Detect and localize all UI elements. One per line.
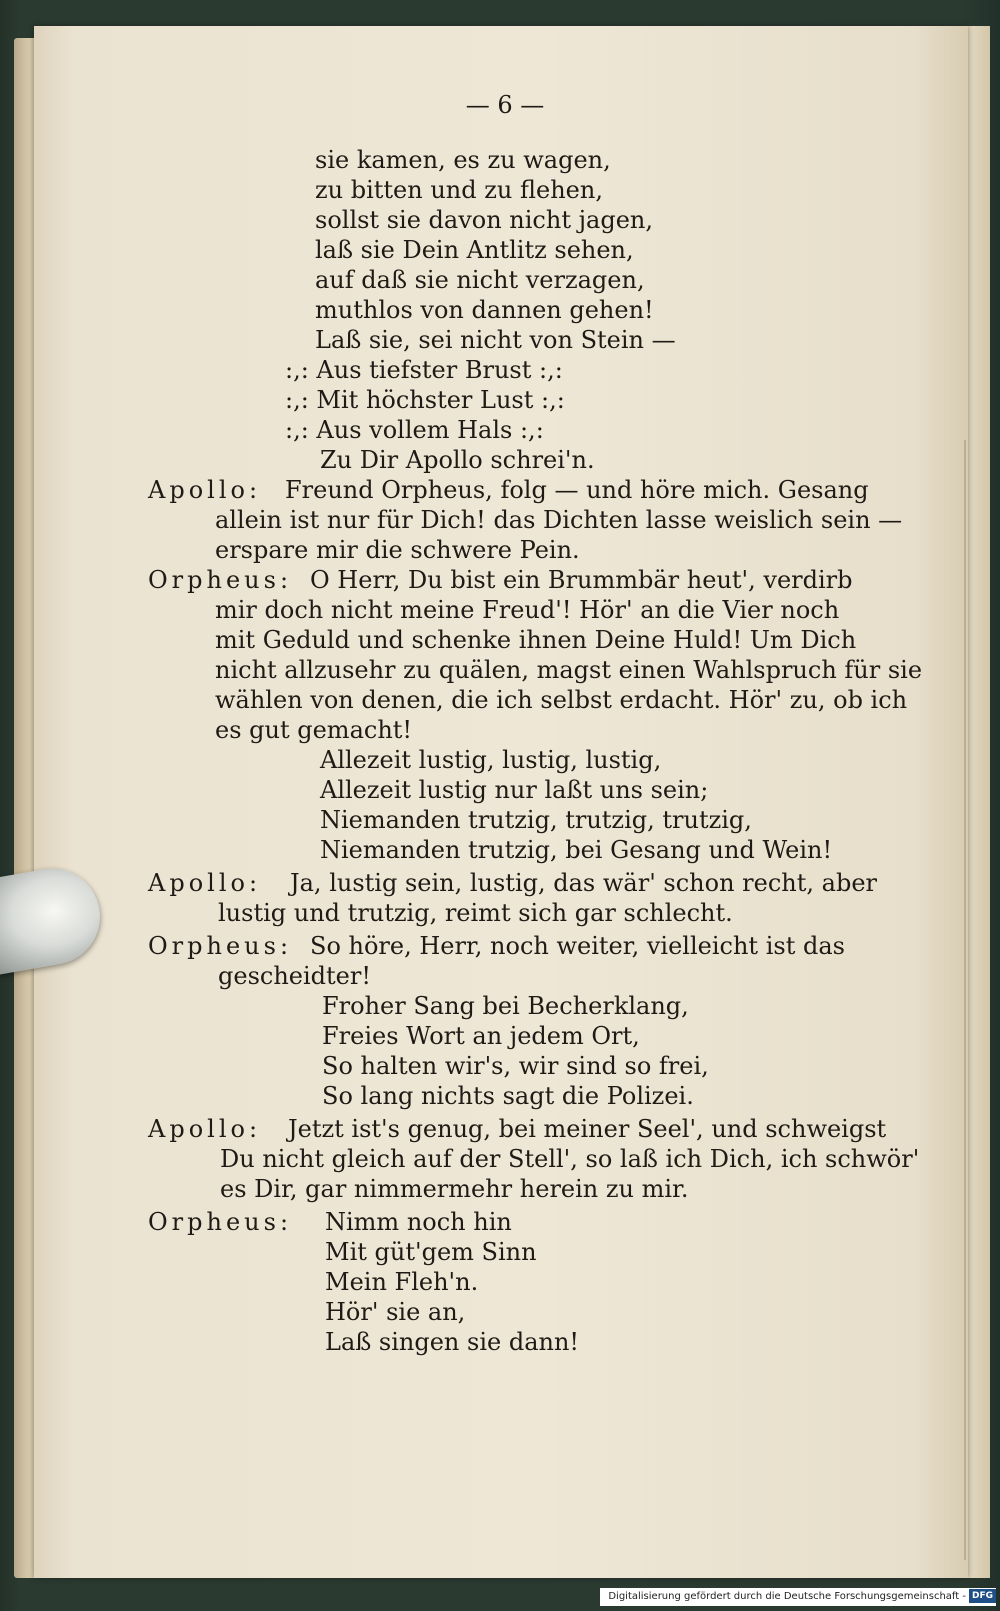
verse-line: auf daß sie nicht verzagen, [315, 266, 645, 294]
verse-line: So lang nichts sagt die Polizei. [322, 1082, 694, 1110]
speech-line: Freund Orpheus, folg — und höre mich. Gesang [285, 476, 869, 504]
speech-line: erspare mir die schwere Pein. [215, 536, 580, 564]
verse-line: Niemanden trutzig, bei Gesang und Wein! [320, 836, 833, 864]
verse-line: Mit güt'gem Sinn [325, 1238, 537, 1266]
verse-line: Zu Dir Apollo schrei'n. [320, 446, 595, 474]
speaker-apollo: Apollo: [148, 869, 262, 897]
verse-line: Laß sie, sei nicht von Stein — [315, 326, 676, 354]
verse-line: sollst sie davon nicht jagen, [315, 206, 654, 234]
verse-line: :,: Aus tiefster Brust :,: [285, 356, 563, 384]
verse-line: Hör' sie an, [325, 1298, 466, 1326]
speaker-apollo: Apollo: [148, 1115, 262, 1143]
verse-line: So halten wir's, wir sind so frei, [322, 1052, 709, 1080]
credit-text: Digitalisierung gefördert durch die Deutsche Forschungsgemeinschaft - [608, 1591, 966, 1602]
speech-line: wählen von denen, die ich selbst erdacht. Hör' zu, ob ich [215, 686, 908, 714]
verse-line: :,: Mit höchster Lust :,: [285, 386, 565, 414]
speech-line: allein ist nur für Dich! das Dichten lasse weislich sein — [215, 506, 903, 534]
speech-line: nicht allzusehr zu quälen, magst einen Wahlspruch für sie [215, 656, 923, 684]
verse-line: sie kamen, es zu wagen, [315, 146, 611, 174]
speech-line: So höre, Herr, noch weiter, vielleicht ist das [310, 932, 845, 960]
verse-line: Niemanden trutzig, trutzig, trutzig, [320, 806, 752, 834]
speaker-orpheus: Orpheus: [148, 932, 293, 960]
verse-line: laß sie Dein Antlitz sehen, [315, 236, 634, 264]
speech-line: gescheidter! [218, 962, 371, 990]
speaker-apollo: Apollo: [148, 476, 262, 504]
speaker-orpheus: Orpheus: [148, 1208, 293, 1236]
digitization-credit [600, 1588, 996, 1606]
verse-line: Allezeit lustig nur laßt uns sein; [320, 776, 709, 804]
verse-line: Freies Wort an jedem Ort, [322, 1022, 640, 1050]
verse-line: Laß singen sie dann! [325, 1328, 580, 1356]
speech-line: es Dir, gar nimmermehr herein zu mir. [220, 1175, 689, 1203]
speech-line: O Herr, Du bist ein Brummbär heut', verdirb [310, 566, 853, 594]
verse-line: Froher Sang bei Becherklang, [322, 992, 689, 1020]
speaker-orpheus: Orpheus: [148, 566, 293, 594]
speech-line: mit Geduld und schenke ihnen Deine Huld! Um Dich [215, 626, 857, 654]
speech-line: mir doch nicht meine Freud'! Hör' an die Vier noch [215, 596, 840, 624]
verse-line: muthlos von dannen gehen! [315, 296, 654, 324]
verse-line: Allezeit lustig, lustig, lustig, [320, 746, 662, 774]
speech-line: Ja, lustig sein, lustig, das wär' schon recht, aber [290, 869, 877, 897]
speech-line: Du nicht gleich auf der Stell', so laß ich Dich, ich schwör' [220, 1145, 920, 1173]
verse-line: Nimm noch hin [325, 1208, 512, 1236]
dfg-logo: DFG [969, 1589, 996, 1603]
speech-line: lustig und trutzig, reimt sich gar schlecht. [218, 899, 733, 927]
speech-line: Jetzt ist's genug, bei meiner Seel', und schweigst [288, 1115, 887, 1143]
page-number: — 6 — [465, 91, 545, 119]
verse-line: zu bitten und zu flehen, [315, 176, 603, 204]
verse-line: :,: Aus vollem Hals :,: [285, 416, 544, 444]
verse-line: Mein Fleh'n. [325, 1268, 479, 1296]
speech-line: es gut gemacht! [215, 716, 413, 744]
